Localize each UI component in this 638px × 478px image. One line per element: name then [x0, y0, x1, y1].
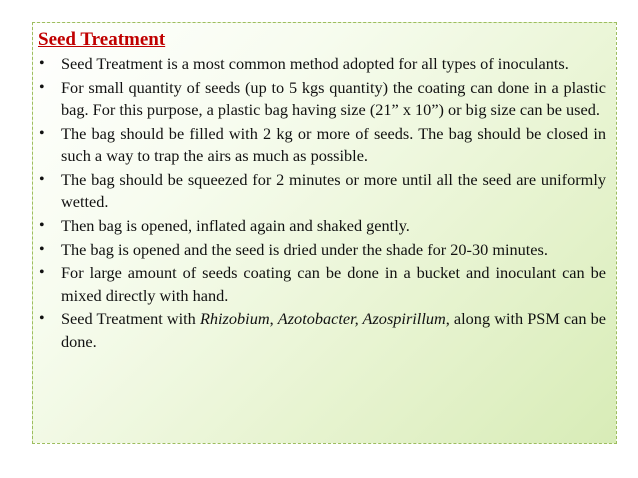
bullet-text: For large amount of seeds coating can be done in a bucket and inoculant can be mixed directly with hand.	[61, 263, 606, 305]
bullet-text-sep: ,	[269, 309, 278, 329]
bullet-list	[38, 53, 606, 353]
bullet-item	[38, 169, 606, 213]
bullet-text: The bag is opened and the seed is dried under the shade for 20-30 minutes.	[61, 239, 548, 259]
slide-title: Seed Treatment	[38, 29, 166, 50]
organism-rhizobium: Rhizobium	[199, 309, 270, 329]
bullet-icon: •	[39, 216, 45, 234]
bullet-item	[38, 215, 606, 237]
bullet-text-suffix: , along with PSM can be done.	[61, 309, 606, 351]
bullet-icon: •	[39, 310, 45, 328]
bullet-icon: •	[39, 240, 45, 258]
bullet-icon: •	[39, 124, 45, 142]
bullet-item	[38, 77, 606, 121]
bullet-text-prefix: Seed Treatment with	[61, 309, 200, 329]
bullet-text: The bag should be filled with 2 kg or more of seeds. The bag should be closed in such a way to trap the airs as much as possible.	[61, 123, 606, 165]
bullet-text: Seed Treatment is a most common method adopted for all types of inoculants.	[61, 54, 569, 73]
bullet-text: The bag should be squeezed for 2 minutes or more until all the seed are uniformly wetted.	[61, 169, 606, 211]
bullet-item	[38, 262, 606, 306]
bullet-icon: •	[39, 55, 45, 72]
bullet-item	[38, 123, 606, 167]
bullet-icon: •	[39, 264, 45, 282]
bullet-icon: •	[39, 78, 45, 96]
organism-azotobacter-azospirillum: Azotobacter, Azospirillum	[277, 309, 446, 329]
slide-content-box	[32, 22, 617, 444]
bullet-text: For small quantity of seeds (up to 5 kgs quantity) the coating can done in a plastic bag. For this purpose, a plastic bag having size (21” x 10”) or big size can be used.	[61, 77, 606, 119]
bullet-icon: •	[39, 170, 45, 188]
bullet-item	[38, 53, 606, 75]
bullet-item-last	[38, 308, 606, 352]
bullet-item	[38, 239, 606, 261]
bullet-text: Then bag is opened, inflated again and shaked gently.	[61, 215, 410, 235]
